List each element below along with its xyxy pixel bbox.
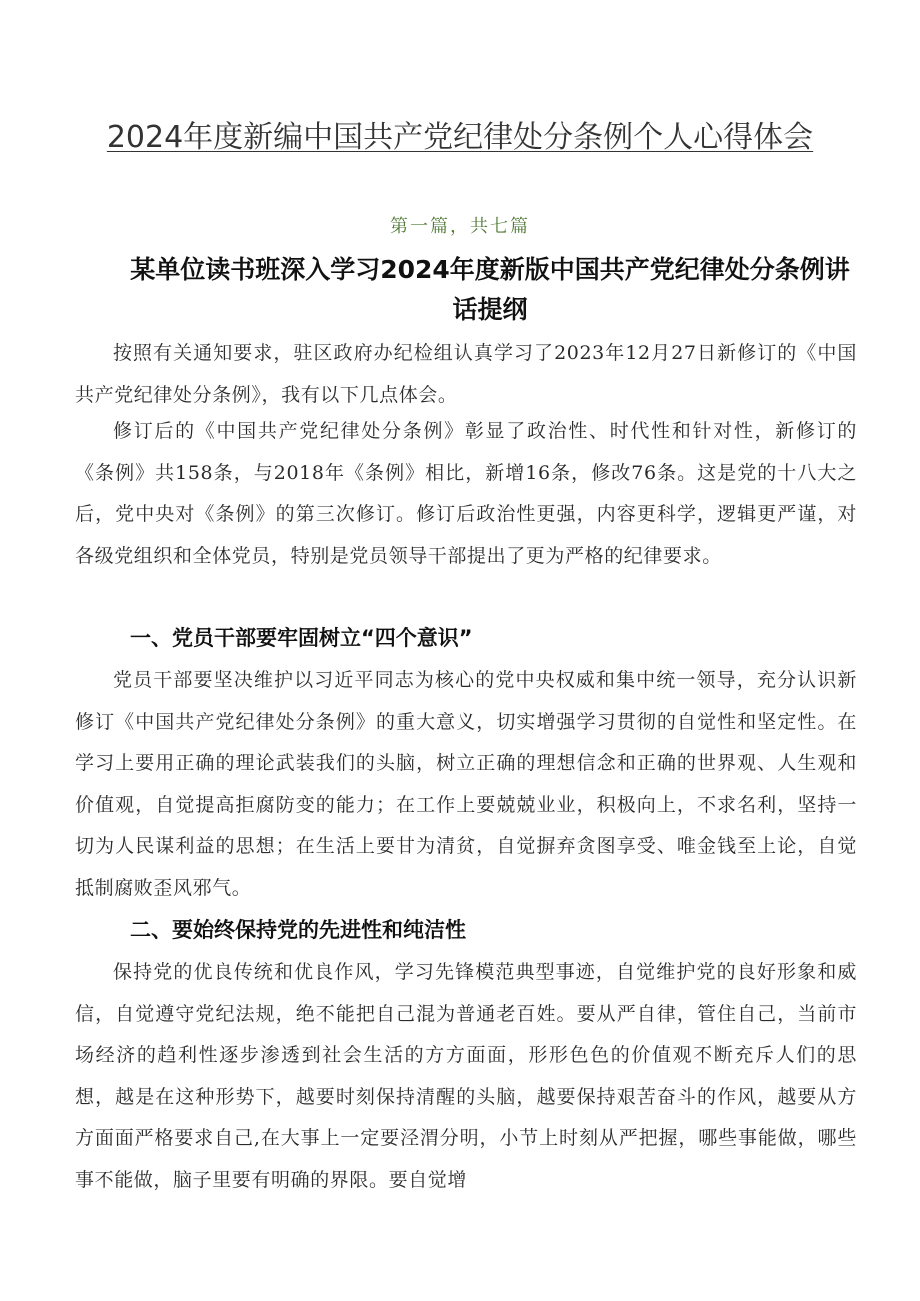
- section-text-2: 保持党的优良传统和优良作风，学习先锋模范典型事迹，自觉维护党的良好形象和威信，自觉遵守党纪法规，绝不能把自己混为普通老百姓。要从严自律，管住自己，当前市场经济的趋利性逐步渗透到社会生活的方方面面，形形色色的价值观不断充斥人们的思想，越是在这种形势下，越要时刻保持清醒的头脑，越要保持艰苦奋斗的作风，越要从方方面面严格要求自己,在大事上一定要泾渭分明，小节上时刻从严把握，哪些事能做，哪些事不能做，脑子里要有明确的界限。要自觉增: [75, 961, 857, 1191]
- document-title-text: 2024年度新编中国共产党纪律处分条例个人心得体会: [106, 120, 814, 155]
- document-subtitle: 某单位读书班深入学习2024年度新版中国共产党纪律处分条例讲话提纲: [130, 255, 850, 324]
- section-heading-1: 一、党员干部要牢固树立“四个意识”: [130, 626, 473, 650]
- part-label: 第一篇，共七篇: [390, 216, 530, 237]
- paragraph-revision: 修订后的《中国共产党纪律处分条例》彰显了政治性、时代性和针对性，新修订的《条例》共158条，与2018年《条例》相比，新增16条，修改76条。这是党的十八大之后，党中央对《条例》的第三次修订。修订后政治性更强，内容更科学，逻辑更严谨，对各级党组织和全体党员，特别是党员领导干部提出了更为严格的纪律要求。: [75, 420, 857, 567]
- document-title: [0, 116, 920, 160]
- section-text-1: 党员干部要坚决维护以习近平同志为核心的党中央权威和集中统一领导，充分认识新修订《中国共产党纪律处分条例》的重大意义，切实增强学习贯彻的自觉性和坚定性。在学习上要用正确的理论武装我们的头脑，树立正确的理想信念和正确的世界观、人生观和价值观，自觉提高拒腐防变的能力；在工作上要兢兢业业，积极向上，不求名利，坚持一切为人民谋利益的思想；在生活上要甘为清贫，自觉摒弃贪图享受、唯金钱至上论，自觉抵制腐败歪风邪气。: [75, 669, 857, 899]
- paragraph-intro: 按照有关通知要求，驻区政府办纪检组认真学习了2023年12月27日新修订的《中国共产党纪律处分条例》，我有以下几点体会。: [75, 342, 857, 406]
- section-heading-2: 二、要始终保持党的先进性和纯洁性: [130, 918, 466, 942]
